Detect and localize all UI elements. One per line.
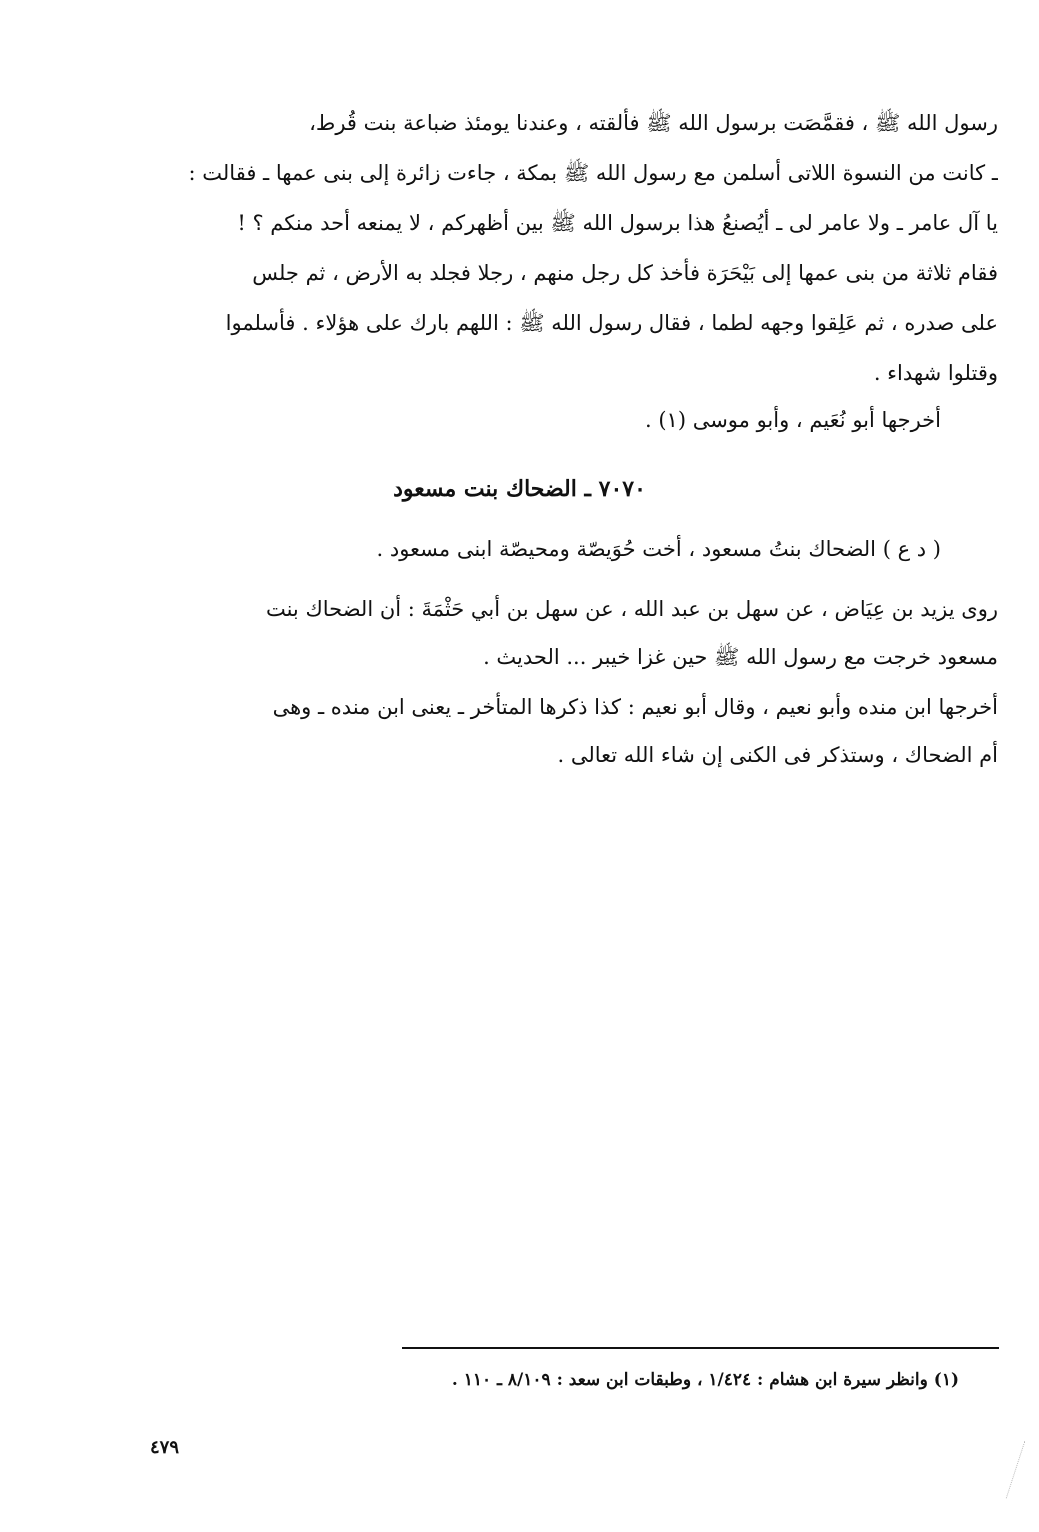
paragraph-story xyxy=(118,98,998,398)
text-line: أخرجها ابن منده وأبو نعيم ، وقال أبو نعيم : كذا ذكرها المتأخر ـ يعنى ابن منده ـ وهى xyxy=(272,695,998,719)
text-line: أم الضحاك ، وستذكر فى الكنى إن شاء الله تعالى . xyxy=(557,743,998,767)
text-line: رسول الله ﷺ ، فقمَّصَت برسول الله ﷺ فألقته ، وعندنا يومئذ ضباعة بنت قُرط، xyxy=(309,111,998,135)
entry-intro: ( د ع ) الضحاك بنتُ مسعود ، أخت حُوَيصّة ومحيصّة ابنى مسعود . xyxy=(376,537,941,561)
text-line: يا آل عامر ـ ولا عامر لى ـ أيُصنعُ هذا برسول الله ﷺ بين أظهركم ، لا يمنعه أحد منكم ؟ ! xyxy=(237,211,998,235)
text-line: روى يزيد بن عِيَاض ، عن سهل بن عبد الله ، عن سهل بن أبي حَثْمَةَ : أن الضحاك بنت xyxy=(265,597,998,621)
scan-mark xyxy=(1006,1441,1027,1499)
text-line: وقتلوا شهداء . xyxy=(873,361,998,385)
source-citation: أخرجها أبو نُعَيم ، وأبو موسى (١) . xyxy=(645,408,941,432)
paragraph-source xyxy=(118,682,998,778)
footnote-divider xyxy=(402,1347,999,1349)
text-line: مسعود خرجت مع رسول الله ﷺ حين غزا خيبر ... الحديث . xyxy=(483,645,998,669)
text-line: ـ كانت من النسوة اللاتى أسلمن مع رسول الله ﷺ بمكة ، جاءت زائرة إلى بنى عمها ـ فقالت : xyxy=(188,161,998,185)
footnote: (١) وانظر سيرة ابن هشام : ١/٤٢٤ ، وطبقات ابن سعد : ٨/١٠٩ ـ ١١٠ . xyxy=(451,1370,959,1390)
paragraph-narration xyxy=(118,584,998,680)
text-line: فقام ثلاثة من بنى عمها إلى بَيْحَرَة فأخذ كل رجل منهم ، رجلا فجلد به الأرض ، ثم جلس xyxy=(252,261,998,285)
entry-heading: ٧٠٧٠ ـ الضحاك بنت مسعود xyxy=(393,476,646,502)
page-number: ٤٧٩ xyxy=(150,1437,180,1458)
text-line: على صدره ، ثم عَلِقوا وجهه لطما ، فقال رسول الله ﷺ : اللهم بارك على هؤلاء . فأسلموا xyxy=(225,311,998,335)
